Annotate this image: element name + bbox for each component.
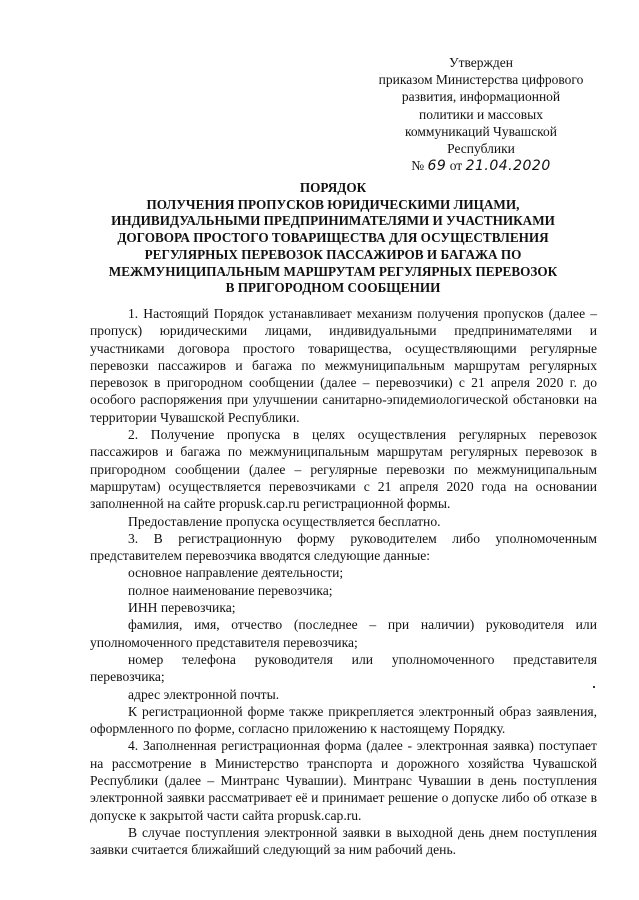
list-item: полное наименование перевозчика; [128,582,333,598]
title-line: РЕГУЛЯРНЫХ ПЕРЕВОЗОК ПАССАЖИРОВ И БАГАЖА ПО [144,246,522,262]
approval-block [368,54,594,175]
order-date: 21.04.2020 [465,158,551,175]
order-number-line [368,157,594,175]
paragraph-3: 3. В регистрационную форму руководителем либо уполномоченным представителем перевозчика вводятся следующие данные: [90,530,597,564]
approval-line: коммуникаций Чувашской [405,123,557,139]
approval-line: развития, информационной [401,89,561,105]
scan-speck [593,686,595,688]
title-line: МЕЖМУНИЦИПАЛЬНЫМ МАРШРУТАМ РЕГУЛЯРНЫХ ПЕРЕВОЗОК [108,263,558,279]
title-line: ДОГОВОРА ПРОСТОГО ТОВАРИЩЕСТВА ДЛЯ ОСУЩЕСТВЛЕНИЯ [117,230,549,246]
list-item: ИНН перевозчика; [128,600,236,616]
paragraph-1: 1. Настоящий Порядок устанавливает механизм получения пропусков (далее – пропуск) юридическими лицами, индивидуальными предпринимателями и участниками договора простого товарищества, осуществляющими регулярные перевозки пассажиров и багажа по межмуниципальным маршрутам регулярных перевозок в пригородном сообщении (далее – перевозчики) с 21 апреля 2020 г. до особого распоряжения при улучшении санитарно-эпидемиологической обстановки на территории Чувашской Республики. [90,306,597,425]
paragraph-2: 2. Получение пропуска в целях осуществления регулярных перевозок пассажиров и багажа по межмуниципальным маршрутам регулярных перевозок в пригородном сообщении (далее – регулярные перевозки по межмуниципальным маршрутам) осуществляется перевозчиками с 21 апреля 2020 года на основании заполненной на сайте propusk.cap.ru регистрационной формы. [90,427,597,512]
approval-line: Утвержден [449,55,513,70]
order-number: 69 [427,158,447,175]
title-line: ПОРЯДОК [299,180,367,195]
approval-line: политики и массовых [418,106,543,122]
list-item: адрес электронной почты. [128,686,280,702]
date-prefix: от [449,158,463,174]
title-line: ИНДИВИДУАЛЬНЫМИ ПРЕДПРИНИМАТЕЛЯМИ И УЧАСТНИКАМИ [111,213,555,229]
number-prefix: № [411,158,425,174]
paragraph-attachment: К регистрационной форме также прикрепляется электронный образ заявления, оформленного по форме, согласно приложению к настоящему Порядку. [90,703,597,737]
title-line: ПОЛУЧЕНИЯ ПРОПУСКОВ ЮРИДИЧЕСКИМИ ЛИЦАМИ, [146,196,520,212]
paragraph-4: 4. Заполненная регистрационная форма (далее - электронная заявка) поступает на рассмотрение в Министерство транспорта и дорожного хозяйства Чувашской Республики (далее – Минтранс Чувашии). Минтранс Чувашии в день поступления электронной заявки рассматривает её и принимает решение о допуске либо об отказе в допуске к закрытой части сайта propusk.cap.ru. [90,738,597,823]
document-title [80,180,586,297]
approval-line: Республики [447,141,515,157]
list-item: фамилия, имя, отчество (последнее – при наличии) руководителя или уполномоченного представителя перевозчика; [90,617,597,650]
paragraph-weekend: В случае поступления электронной заявки в выходной день днем поступления заявки считается ближайший следующий за ним рабочий день. [90,824,597,858]
paragraph-free-of-charge: Предоставление пропуска осуществляется бесплатно. [128,513,441,529]
list-item: номер телефона руководителя или уполномоченного представителя перевозчика; [90,651,597,685]
approval-line: приказом Министерства цифрового [378,72,584,88]
list-item: основное направление деятельности; [128,565,344,581]
title-line: В ПРИГОРОДНОМ СООБЩЕНИИ [225,280,441,296]
document-body [90,305,597,859]
